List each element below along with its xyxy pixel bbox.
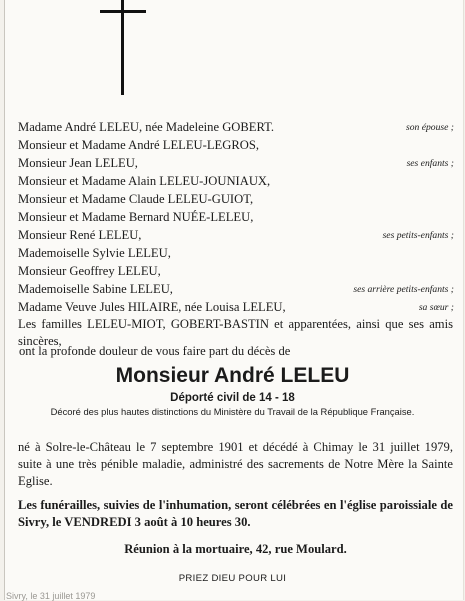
family-member-name: Madame Veuve Jules HILAIRE, née Louisa LELEU, [18,300,286,314]
family-line [18,136,460,154]
family-member-name: Mademoiselle Sabine LELEU, [18,282,173,296]
family-member-name: Monsieur et Madame André LELEU-LEGROS, [18,138,259,152]
deceased-status: Déporté civil de 14 - 18 [170,392,295,404]
family-member-name: Monsieur Jean LELEU, [18,156,138,170]
family-line [18,208,460,226]
family-member-name: Mademoiselle Sylvie LELEU, [18,246,171,260]
family-line [18,118,460,136]
family-line [18,154,460,172]
families-text: Les familles LELEU-MIOT, GOBERT-BASTIN et apparentées, ainsi que ses amis sincères, [18,317,453,348]
family-relation: son épouse ; [406,122,454,133]
family-line [18,190,460,208]
family-member-name: Monsieur et Madame Alain LELEU-JOUNIAUX, [18,174,271,188]
family-member-name: Monsieur et Madame Claude LELEU-GUIOT, [18,192,254,206]
family-line [18,226,460,244]
cross-icon-bar [100,10,146,13]
family-relation: sa sœur ; [418,302,454,313]
decoration-text: Décoré des plus hautes distinctions du Ministère du Travail de la République Française. [50,406,415,417]
funeral-text: Les funérailles, suivies de l'inhumation, seront célébrées en l'église paroissiale de Sivry, le VENDREDI 3 août à 10 heures 30. [18,498,453,529]
family-member-name: Madame André LELEU, née Madeleine GOBERT. [18,120,275,134]
family-relation: ses enfants ; [406,158,454,169]
family-line [18,172,460,190]
deceased-name: Monsieur André LELEU [115,364,350,387]
family-relation: ses petits-enfants ; [382,230,454,241]
place-date-footer: Sivry, le 31 juillet 1979 [6,591,96,601]
meeting-text: Réunion à la mortuaire, 42, rue Moulard. [124,542,347,556]
family-relation: ses arrière petits-enfants ; [353,284,454,295]
family-line [18,244,460,262]
family-member-name: Monsieur Geoffrey LELEU, [18,264,161,278]
announcement: ont la profonde douleur de vous faire part du décès de [19,344,291,358]
family-line [18,298,460,316]
family-member-name: Monsieur René LELEU, [18,228,142,242]
cross-icon [121,0,124,95]
birth-death-text: né à Solre-le-Château le 7 septembre 1901 et décédé à Chimay le 31 juillet 1979, suite à une très pénible maladie, administré des sacrements de Notre Mère la Sainte Eglise. [18,440,453,488]
prayer-text: PRIEZ DIEU POUR LUI [178,573,287,584]
family-line [18,262,460,280]
family-member-name: Monsieur et Madame Bernard NUÉE-LELEU, [18,210,254,224]
family-line [18,280,460,298]
